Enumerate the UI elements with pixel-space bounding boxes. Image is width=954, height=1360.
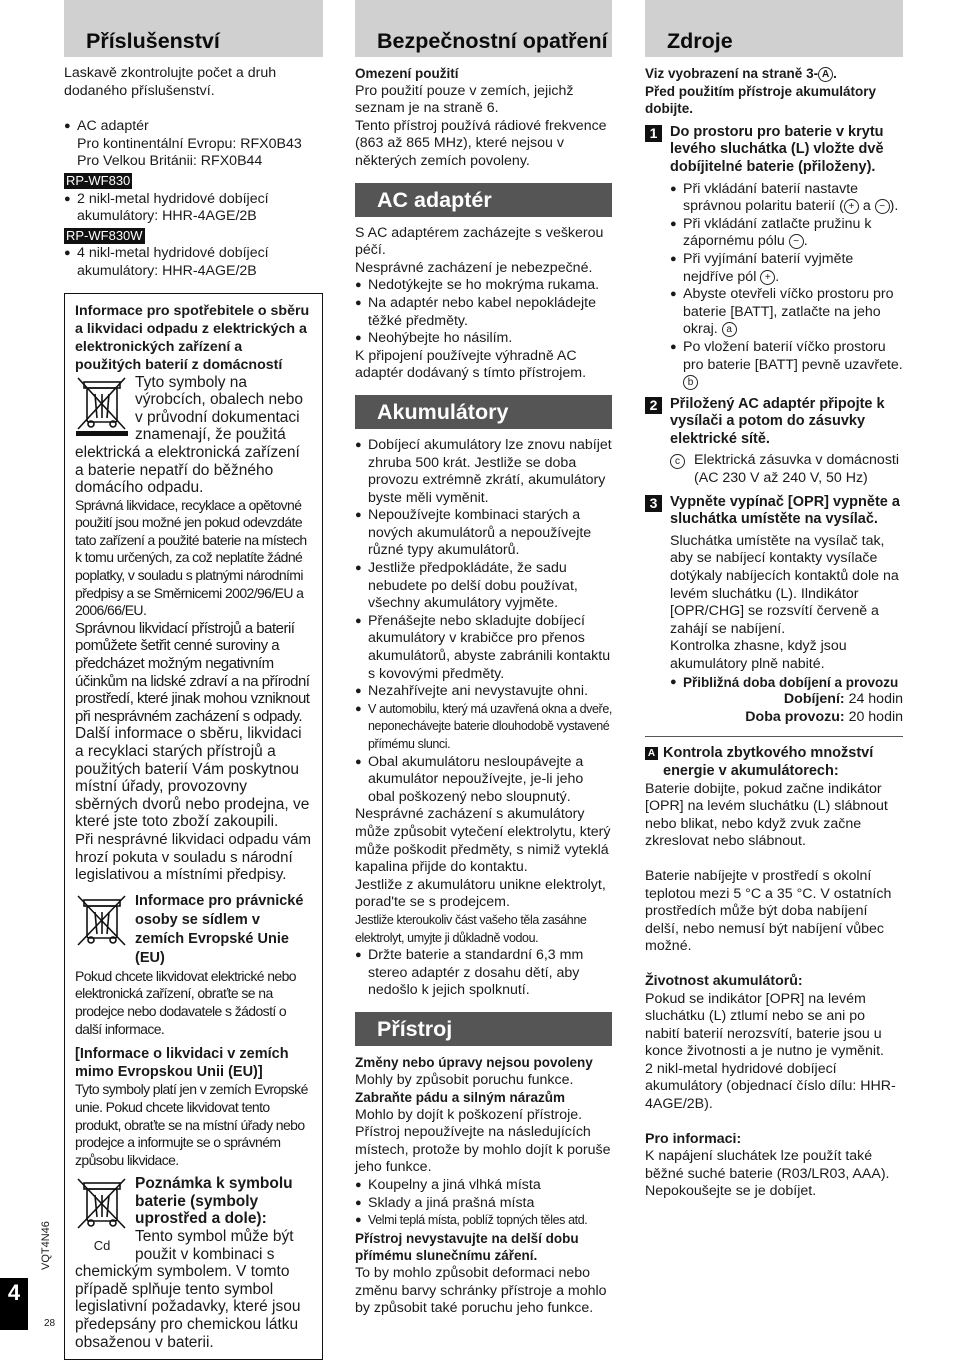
business-text: Pokud chcete likvidovat elektrické nebo elektronická zařízení, obraťte se na prodejce nebo dodavatele s žádostí o další informace.	[75, 967, 296, 1037]
page-number: 4	[0, 1278, 28, 1330]
list-item: ● Jestliže předpokládáte, že sadu nebudete po delší dobu používat, všechny akumulátory vyjměte.	[355, 560, 612, 613]
plus-icon: +	[844, 199, 859, 214]
ac-adapter-line: Pro kontinentální Evropu: RFX0B43	[77, 135, 302, 152]
temperature-text: Baterie nabíjejte v prostředí s okolní teplotou mezi 5 °C a 35 °C. V ostatních prostředích může být doba nabíjení delší, nebo nemusí být nabíjení vůbec možné.	[645, 867, 892, 955]
intro-text: Laskavě zkontrolujte počet a druh dodaného příslušenství.	[64, 65, 277, 99]
battery-note-text: Tento symbol může být použit v kombinaci s chemickým symbolem. V tomto případě splňuje tento symbol legislativní požadavky, které jsou předepsány pro chemickou látku obsaženou v baterii.	[75, 1228, 301, 1351]
battery-list	[355, 947, 612, 1000]
item-text: ).	[889, 198, 899, 215]
disposal-heading: Informace pro spotřebitele o sběru a likvidaci odpadu z elektrických a elektronických zařízení a použitých baterií z domácností	[75, 302, 310, 373]
list-item	[670, 251, 903, 286]
disposal-para	[75, 374, 312, 497]
section-header	[355, 0, 612, 57]
remaining-energy-text: Baterie dobijte, pokud začne indikátor [OPR] na levém sluchátku (L) slábnout nebo blikat, nebo když zvuk začne zkreslovat nebo slábnout.	[645, 780, 888, 850]
battery-bin-icon	[75, 1175, 129, 1253]
step-list	[670, 674, 903, 692]
info-heading: Pro informaci:	[645, 1130, 742, 1147]
battery-text: Jestliže kteroukoliv část vašeho těla zasáhne elektrolyt, umyjte ji důkladně vodou.	[355, 912, 587, 945]
divider	[645, 736, 903, 737]
step-heading: Do prostoru pro baterie v krytu levého sluchátka (L) vložte dvě dobíjitelné baterie (přiloženy).	[670, 123, 884, 175]
list-item: ● Držte baterie a standardní 6,3 mm stereo adaptér z dosahu dětí, aby nedošlo k jejich spolknutí.	[355, 947, 612, 1000]
disposal-symbols-text: Tyto symboly na výrobcích, obalech nebo v průvodní dokumentaci znamenají, že použitá elektrická a elektronická zařízení a baterie nepatří do běžného domácího odpadu.	[75, 373, 304, 497]
charge-time	[670, 691, 903, 709]
disposal-info-box	[64, 293, 323, 1360]
battery-note-heading: Poznámka k symbolu baterie (symboly uprostřed a dole):	[135, 1175, 293, 1228]
list-item	[64, 118, 323, 171]
list-item: ● Koupelny a jiná vlhká místa	[355, 1177, 612, 1195]
run-time	[670, 709, 903, 727]
outlet-text: (AC 230 V až 240 V, 50 Hz)	[694, 470, 868, 487]
model-badge: RP-WF830	[66, 172, 131, 188]
model-badge: RP-WF830W	[66, 227, 143, 243]
step-3	[645, 494, 903, 727]
subsection-bar: Přístroj	[355, 1012, 612, 1046]
figure-mark-icon: c	[670, 454, 685, 469]
section-title: Zdroje	[667, 29, 733, 53]
ac-list	[355, 277, 612, 347]
accessory-list	[64, 118, 323, 171]
list-item: ● Sklady a jiná prašná místa	[355, 1195, 612, 1213]
item-text: Při vkládání zatlačte pružinu k zápornému pólu	[683, 215, 872, 250]
figure-mark-icon: a	[722, 322, 737, 337]
list-item: ● Nedotýkejte se ho mokrýma rukama.	[355, 277, 612, 295]
battery-list	[355, 437, 612, 806]
outside-eu-text: Tyto symboly platí jen v zemích Evropské unie. Pokud chcete likvidovat tento produkt, obraťte se na místní úřady nebo prodejce a informujte se o správném způsobu likvidace.	[75, 1081, 308, 1168]
figure-mark-icon: A	[818, 67, 833, 82]
ac-intro: Nesprávné zacházení je nebezpečné.	[355, 259, 593, 276]
document-code: VQT4N46	[40, 1221, 52, 1270]
battery-text: Jestliže z akumulátoru unikne elektrolyt, porad'te se s prodejcem.	[355, 876, 606, 911]
list-item: ● 4 nikl-metal hydridové dobíjecí akumulátory: HHR-4AGE/2B	[64, 245, 323, 280]
step-list	[670, 181, 903, 392]
subsection-bar: Akumulátory	[355, 395, 612, 429]
list-item	[670, 286, 903, 339]
disposal-text: Správná likvidace, recyklace a opětovné použití jsou možné jen pokud odevzdáte tato zařízení a použité baterie na místech k tomu určených, za což neplatíte žádné poplatky, v souladu s platnými národními předpisy a se Směrnicemi 2002/96/EU a 2006/66/EU.	[75, 496, 307, 619]
list-item: ● Velmi teplá místa, poblíž topných těles atd.	[355, 1212, 612, 1230]
step-heading: Vypněte vypínač [OPR] vypněte a sluchátka umístěte na vysílač.	[670, 493, 900, 528]
step-number: 3	[645, 495, 662, 512]
cd-label: Cd	[93, 1237, 111, 1253]
figure-mark-icon: b	[683, 375, 698, 390]
minus-icon: −	[789, 234, 804, 249]
section-mark-icon: A	[645, 747, 658, 760]
outlet-note	[670, 452, 903, 487]
accessory-list	[64, 191, 323, 226]
outlet-text: Elektrická zásuvka v domácnosti	[694, 452, 900, 469]
ac-outro: K připojení používejte výhradně AC adaptér dodávaný s tímto přístrojem.	[355, 347, 587, 382]
list-item: ● Nepoužívejte kombinaci starých a nových akumulátorů a nepoužívejte různé typy akumulátorů.	[355, 507, 612, 560]
figure-reference-text: Viz vyobrazení na straně 3-	[645, 66, 819, 81]
item-text: Při vyjímání baterií vyjměte nejdříve pól	[683, 250, 854, 285]
item-text: Abyste otevřeli víčko prostoru pro baterie [BATT], zatlačte na jeho okraj.	[683, 286, 894, 338]
device-heading: Zabraňte pádu a silným nárazům	[355, 1090, 566, 1106]
item-text: .	[803, 233, 808, 250]
step-number: 1	[645, 125, 662, 142]
disposal-text: Při nesprávné likvidaci odpadu vám hrozí pokuta v souladu s národní legislativou a místními předpisy.	[75, 830, 311, 884]
charge-value: 24 hodin	[848, 691, 903, 708]
accessory-list	[64, 245, 323, 280]
list-item: ● Dobíjecí akumulátory lze znovu nabíjet zhruba 500 krát. Jestliže se doba provozu extrémně zkrátí, akumulátory byste měli vyměnit.	[355, 437, 612, 507]
list-item: ● Neohýbejte ho násilím.	[355, 330, 612, 348]
list-item	[670, 339, 903, 392]
list-item: ● 2 nikl-metal hydridové dobíjecí akumulátory: HHR-4AGE/2B	[64, 191, 323, 226]
crossed-bin-icon	[75, 374, 129, 434]
step-number: 2	[645, 397, 662, 414]
outside-eu-heading: [Informace o likvidaci v zemích mimo Evropskou Unii (EU)]	[75, 1046, 289, 1080]
battery-note-section	[75, 1175, 312, 1351]
step-2	[645, 396, 903, 488]
disposal-text: Správnou likvidací přístrojů a baterií pomůžete šetřit cenné suroviny a předcházet možným negativním účinkům na lidské zdraví a na přírodní prostředí, které jinak mohou vzniknout při nesprávném zacházení s odpady.	[75, 619, 310, 725]
usage-restriction-heading: Omezení použití	[355, 66, 459, 81]
usage-restriction-text: Pro použití pouze v zemích, jejichž seznam je na straně 6.	[355, 82, 574, 117]
battery-life-heading: Životnost akumulátorů:	[645, 972, 803, 989]
section-title: Příslušenství	[86, 29, 220, 53]
run-label: Doba provozu:	[745, 708, 845, 725]
item-text: a	[858, 198, 875, 215]
device-text: Mohlo by dojít k poškození přístroje.	[355, 1106, 583, 1123]
ac-intro: S AC adaptérem zacházejte s veškerou péčí.	[355, 224, 604, 259]
charge-before-use: Před použitím přístroje akumulátory dobijte.	[645, 83, 877, 117]
list-item	[670, 181, 903, 216]
list-item: ● Přenášejte nebo skladujte dobíjecí akumulátory v krabičce pro přenos akumulátorů, abyste zabránili kontaktu s kovovými předměty.	[355, 613, 612, 683]
section-title: Bezpečnostní opatření	[377, 29, 608, 53]
info-text: K napájení sluchátek lze použít také běžné suché baterie (R03/LR03, AAA). Nepokoušejte se je dobíjet.	[645, 1148, 890, 1200]
plus-icon: +	[760, 270, 775, 285]
device-list	[355, 1177, 612, 1230]
list-item: ● Nezahřívejte ani nevystavujte ohni.	[355, 683, 612, 701]
list-item: ● Obal akumulátoru nesloupávejte a akumulátor nepoužívejte, je-li jeho obal poškozený nebo sloupnutý.	[355, 754, 612, 807]
column-power	[645, 0, 903, 1201]
item-text: Po vložení baterií víčko prostoru pro baterie [BATT] pevně uzavřete.	[683, 338, 903, 373]
remaining-energy-section	[645, 745, 903, 780]
item-text: .	[775, 268, 780, 285]
battery-life-text: Pokud se indikátor [OPR] na levém sluchátku (L) ztlumí nebo se ani po nabití baterií nerozsvítí, baterie jsou u konce životnosti a je nutno je vyměnit.	[645, 990, 884, 1060]
remaining-energy-heading: Kontrola zbytkového množství energie v akumulátorech:	[663, 745, 874, 779]
minus-icon: −	[875, 199, 890, 214]
step-text: Sluchátka umístěte na vysílač tak, aby se nabíjecí kontakty vysílače dotýkaly nabíjecích kontaktů dole na levém sluchátku (L). Ilndikátor [OPR/CHG] se rozsvítí červeně a zahájí se nabíjení.	[670, 532, 899, 637]
step-text: Kontrolka zhasne, když jsou akumulátory plně nabité.	[670, 638, 847, 672]
ac-adapter-label: AC adaptér	[77, 118, 149, 135]
device-text: Mohly by způsobit poruchu funkce.	[355, 1071, 574, 1088]
step-heading: Přiložený AC adaptér připojte k vysílači a potom do zásuvky elektrické sítě.	[670, 395, 885, 447]
business-heading: Informace pro právnické osoby se sídlem v zemích Evropské Unie (EU)	[135, 892, 304, 966]
page-number-small: 28	[44, 1318, 56, 1329]
item-text: Při vkládání baterií nastavte správnou polaritu baterií (	[683, 180, 859, 215]
run-value: 20 hodin	[848, 708, 903, 725]
list-item: ● V automobilu, který má uzavřená okna a dveře, neponechávejte baterie dlouhodobě vystavené přímému slunci.	[355, 701, 612, 754]
ac-adapter-line: Pro Velkou Británii: RFX0B44	[77, 153, 263, 170]
battery-text: Nesprávné zacházení s akumulátory může způsobit vytečení elektrolytu, který může poškodit předměty, s nimiž vyteklá kapalina přijde do kontaktu.	[355, 806, 611, 876]
device-heading: Přístroj nevystavujte na delší dobu přímému slunečnímu záření.	[355, 1230, 579, 1264]
list-item: ● Na adaptér nebo kabel nepokládejte těžké předměty.	[355, 295, 612, 330]
list-item: ● Přibližná doba dobíjení a provozu	[670, 674, 903, 692]
disposal-text: Další informace o sběru, likvidaci a recyklaci starých přístrojů a použitých baterií Vám poskytnou místní úřady, provozovny sběrných dvorů nebo prodejna, ve které jste toto zboží zakoupili.	[75, 725, 310, 831]
column-accessories	[64, 0, 323, 1360]
column-safety	[355, 0, 612, 1318]
subsection-bar: AC adaptér	[355, 183, 612, 217]
crossed-bin-icon	[75, 892, 129, 948]
device-text: Přístroj nepoužívejte na následujících místech, protože by mohlo dojít k poruše jeho funkce.	[355, 1124, 611, 1176]
section-header	[645, 0, 903, 57]
figure-reference: Viz vyobrazení na straně 3- A .	[645, 66, 837, 81]
section-header	[64, 0, 323, 57]
charge-label: Dobíjení:	[783, 691, 845, 708]
usage-restriction-text: Tento přístroj používá rádiové frekvence (863 až 865 MHz), které nejsou v některých zemích povoleny.	[355, 117, 607, 169]
battery-life-text: 2 nikl-metal hydridové dobíjecí akumulátory (objednací číslo dílu: HHR-4AGE/2B).	[645, 1060, 896, 1113]
device-heading: Změny nebo úpravy nejsou povoleny	[355, 1054, 593, 1070]
device-text: To by mohlo způsobit deformaci nebo změnu barvy schránky přístroje a mohlo by způsobit také poruchu jeho funkce.	[355, 1265, 607, 1317]
step-1	[645, 124, 903, 392]
business-section	[75, 892, 312, 1038]
list-item	[670, 216, 903, 251]
